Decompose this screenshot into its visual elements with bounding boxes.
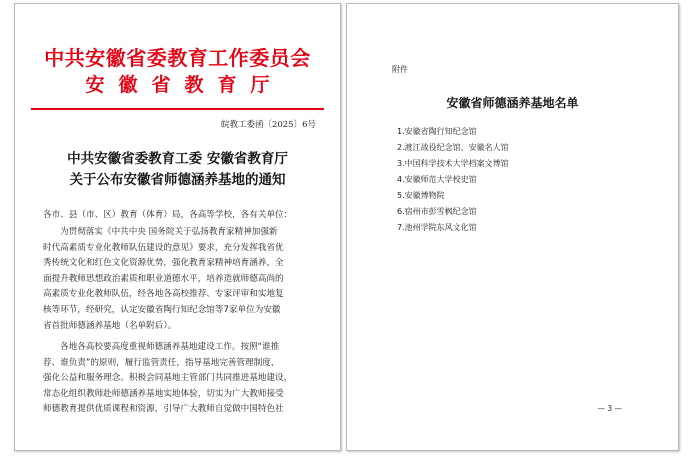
- salutation: [43, 208, 319, 224]
- issuer-header-line2: 安徽省教育厅: [85, 74, 284, 96]
- paragraph-line: 各地各高校要高度重视师德涵养基地建设工作。按照“谁推: [60, 342, 280, 352]
- issuer-header-line1: 中共安徽省委教育工作委员会: [44, 46, 311, 70]
- paragraph-line: 面提升教师思想政治素质和职业道德水平，培养造就师德高尚的: [43, 273, 284, 284]
- paragraph-line: 高素质专业化教师队伍，经各地各高校推荐、专家评审和实地复: [43, 289, 284, 300]
- attachment-title: 安徽省师德涵养基地名单: [446, 96, 579, 110]
- document-page-1[interactable]: [14, 3, 341, 451]
- list-item: 2.渡江战役纪念馆、安徽名人馆: [397, 143, 509, 152]
- red-divider-line: [31, 108, 324, 110]
- document-page-2[interactable]: [346, 3, 679, 451]
- list-item: 7.池州学院东风文化馆: [397, 223, 477, 232]
- paragraph-line: 秀传统文化和红色文化资源优势，强化教育家精神培育涵养，全: [43, 258, 284, 269]
- document-number: 皖教工委函〔2025〕6号: [220, 120, 316, 130]
- list-item: 3.中国科学技术大学档案文博馆: [397, 159, 509, 168]
- paragraph-line: 为贯彻落实《中共中央 国务院关于弘扬教育家精神加强新: [60, 227, 278, 237]
- paragraph-line: 省首批师德涵养基地（名单附后）。: [43, 320, 177, 331]
- list-item: 4.安徽师范大学校史馆: [397, 175, 477, 184]
- paragraph-1: [43, 225, 319, 334]
- page-number: — 3 —: [597, 404, 622, 413]
- paragraph-line: 常态化组织教师赴师德涵养基地实地体验，切实为广大教师接受: [43, 388, 284, 399]
- salutation-text: 各市、县（市、区）教育（体育）局，各高等学校，各有关单位：: [43, 210, 293, 220]
- list-item: 5.安徽博物院: [397, 191, 445, 200]
- paragraph-2: [43, 340, 319, 418]
- list-item: 6.宿州市彭雪枫纪念馆: [397, 207, 477, 216]
- paragraph-line: 荐、谁负责”的原则，履行监管责任，指导基地完善管理制度，: [43, 357, 280, 368]
- list-item: 1.安徽省陶行知纪念馆: [397, 127, 477, 136]
- paragraph-line: 时代高素质专业化教师队伍建设的意见》要求，充分发挥我省优: [43, 242, 284, 253]
- notice-title-line1: 中共安徽省委教育工委 安徽省教育厅: [67, 151, 288, 167]
- attachment-label: 附件: [392, 65, 408, 74]
- paragraph-line: 强化公益和服务理念。积极会同基地主管部门共同推进基地建设，: [43, 373, 293, 384]
- paragraph-line: 师德教育提供优质课程和资源，引导广大教师自觉做中国特色社: [43, 404, 284, 415]
- paragraph-line: 核等环节，经研究，认定安徽省陶行知纪念馆等7家单位为安徽: [43, 304, 281, 315]
- base-list: [397, 124, 509, 236]
- notice-title-line2: 关于公布安徽省师德涵养基地的通知: [69, 172, 286, 188]
